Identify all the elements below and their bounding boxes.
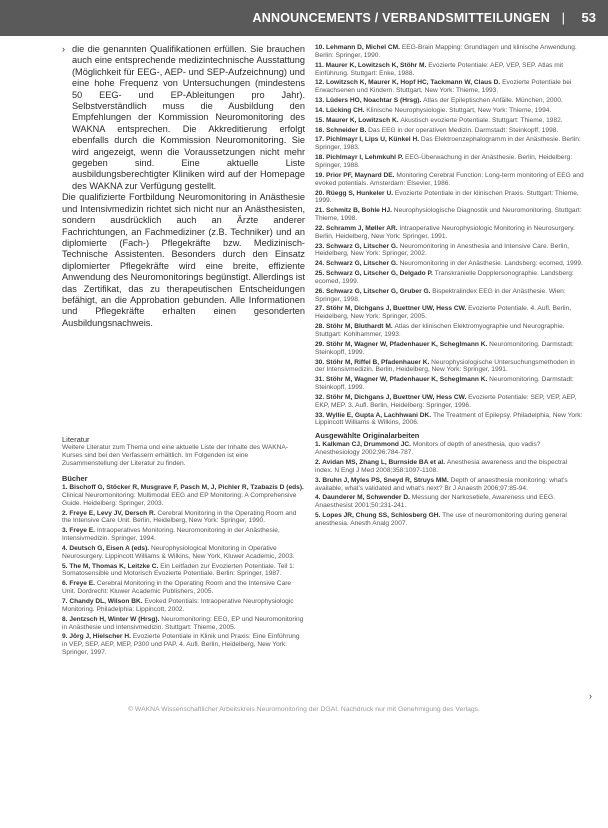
reference-authors: Schwarz G, Litscher G, Gruber G. <box>326 287 433 295</box>
reference-item <box>315 412 585 428</box>
articles-heading: Ausgewählte Originalarbeiten <box>315 431 420 441</box>
reference-authors: Stöhr M, Riffel B, Pfadenhauer K. <box>326 358 432 366</box>
reference-authors: Prior PF, Maynard DE. <box>326 171 397 179</box>
reference-text: Klinische Neurophysiologie. Stuttgart, New York: Thieme, 1994. <box>366 106 552 114</box>
reference-text: Cerebral Monitoring in the Operating Room and the Intensive Care Unit. Dordrecht: Kluwer Academic Publishers, 2005. <box>62 580 292 596</box>
reference-item <box>315 494 585 510</box>
reference-text: Neuromonitoring. Darmstadt: Steinkopff, 1999. <box>315 376 574 392</box>
reference-authors: Stöhr M, Wagner W, Pfadenhauer K, Scheglmann K. <box>326 376 490 384</box>
reference-number: 18. <box>315 154 326 162</box>
reference-item <box>315 270 585 286</box>
reference-authors: Pichlmayr I, Lehmkuhl P. <box>326 154 406 162</box>
reference-number: 4. <box>62 544 70 552</box>
reference-item <box>315 44 585 60</box>
reference-number: 9. <box>62 633 70 641</box>
reference-item <box>62 545 305 561</box>
reference-number: 22. <box>315 224 326 232</box>
books-list-continued <box>315 44 585 427</box>
reference-item <box>315 260 585 268</box>
reference-number: 27. <box>315 305 326 313</box>
reference-number: 2. <box>62 509 70 517</box>
reference-authors: Freye E, Levy JV, Dersch R. <box>69 509 158 517</box>
reference-item <box>315 243 585 259</box>
reference-text: Transkranielle Dopplersonographie. Landsberg: ecomed, 1999. <box>315 270 574 285</box>
reference-item <box>315 305 585 321</box>
reference-item <box>315 441 585 457</box>
articles-list <box>315 441 585 527</box>
reference-number: 8. <box>62 615 70 623</box>
literature-section <box>62 435 305 659</box>
reference-authors: Chandy DL, Wilson BK. <box>69 597 145 605</box>
reference-item <box>315 190 585 206</box>
reference-item <box>315 512 585 528</box>
literature-intro: Weitere Literatur zum Thema und eine aktuelle Liste der Inhalte des WAKNA-Kurses sind bei den Verfassern erhältlich. Im Folgenden ist eine Zusammenstellung der Literatur zu finden. <box>62 444 289 467</box>
reference-authors: Schwarz G, Litscher G. <box>326 242 400 250</box>
reference-authors: Lehmann D, Michel CM. <box>326 44 402 51</box>
reference-text: Das EEG in der operativen Medizin. Darmstadt: Steinkopff, 1998. <box>368 126 559 134</box>
reference-item <box>315 323 585 339</box>
reference-text: The use of neuromonitoring during general anesthesia. Anesth Analg 2007. <box>315 512 567 527</box>
reference-item <box>62 510 305 526</box>
reference-number: 13. <box>315 97 326 105</box>
reference-authors: Daunderer M, Schwender D. <box>322 494 412 502</box>
reference-text: Intraoperative Neurophysiologic Monitoring in Neurosurgery. Berlin, Heidelberg, New York: Springer, 1991. <box>315 224 575 240</box>
reference-authors: Stöhr M, Dichgans J, Buettner UW, Hess CW. <box>326 393 469 401</box>
reference-text: Neuromonitoring. Darmstadt: Steinkopff, 1999. <box>315 340 574 356</box>
reference-number: 2. <box>315 458 323 466</box>
literature-heading: Literatur <box>62 435 90 444</box>
reference-item <box>315 459 585 475</box>
reference-text: Neuromonitoring in Anesthesia and Intensive Care. Berlin, Heidelberg, New York: Springer, 2002. <box>315 242 569 258</box>
reference-item <box>62 598 305 614</box>
reference-authors: Freye E. <box>69 527 97 535</box>
left-column <box>62 44 305 329</box>
reference-text: Messung der Narkosetiefe, Awareness und EEG. Anaesthesist 2001;50:231-241. <box>315 494 555 510</box>
reference-authors: Jentzsch H, Winter W (Hrsg). <box>69 615 162 623</box>
reference-number: 16. <box>315 126 326 134</box>
reference-text: Evoked Potentials: Intraoperative Neurophysiologic Monitoring. Philadelphia: Lippincott, 2002. <box>62 597 294 613</box>
body-paragraph-1-text: die die genannten Qualifikationen erfüllen. Sie brauchen auch eine entsprechende medizintechnische Ausstattung (Möglichkeit für EEG-, AEP- und SEP-Aufzeichnung) und eine hohe Frequenz von Untersuchungen (mindestens 50 EEG- und EP-Ableitungen pro Jahr). Selbstverständlich muss die Ausbildung den Empfehlungen der Kommission Neuromonitoring des WAKNA entsprechen. Die Akkreditierung erfolgt ebenfalls durch die Kommission Neuromonitoring. Sie wird angezeigt, wenn die Voraussetzungen nicht mehr gegeben sind. Eine aktuelle Liste ausbildungsberechtigter Kliniken wird auf der Homepage des WAKNA zur Verfügung gestellt. <box>72 44 305 191</box>
reference-number: 7. <box>62 597 70 605</box>
reference-item <box>315 97 585 105</box>
reference-authors: Lücking CH. <box>326 106 367 114</box>
reference-authors: The M, Thomas K, Leitzke C. <box>69 562 161 570</box>
reference-text: Atlas der Epileptischen Anfälle. München, 2000. <box>423 97 563 105</box>
reference-item <box>315 394 585 410</box>
reference-text: Evozierte Potentiale. 4. Aufl. Berlin, Heidelberg, New York: Springer, 2005. <box>315 305 572 321</box>
reference-text: EEG-Überwachung in der Anästhesie. Berlin, Heidelberg: Springer, 1988. <box>315 154 573 169</box>
continuation-arrow-icon: › <box>62 44 65 54</box>
reference-item <box>62 563 305 579</box>
reference-authors: Schwarz G, Litscher G. <box>326 260 400 268</box>
reference-number: 19. <box>315 171 326 179</box>
section-title: ANNOUNCEMENTS / VERBANDSMITTEILUNGEN <box>252 11 550 25</box>
reference-number: 17. <box>315 136 326 144</box>
reference-item <box>315 341 585 357</box>
reference-item <box>315 79 585 95</box>
reference-authors: Maurer K, Lowitzsch K, Stöhr M. <box>325 61 429 69</box>
reference-authors: Lüders HO, Noachtar S (Hrsg). <box>326 97 424 105</box>
right-column <box>315 44 585 530</box>
reference-text: Monitors of depth of anesthesia, quo vadis? Anesthesiology 2002;96:784-787. <box>315 441 541 457</box>
reference-number: 12. <box>315 79 326 87</box>
reference-item <box>62 580 305 596</box>
reference-text: Ein Leitfaden zur Evozierten Potentiale. Teil 1: Somatosensible und Motorisch Evozierte Potentiale. Berlin: Springer, 1987. <box>62 562 295 578</box>
reference-text: Atlas der klinischen Elektromyographie und Neurographie. Stuttgart: Kohlhammer, 1993. <box>315 323 565 338</box>
reference-text: Evozierte Potentiale in der klinischen Praxis. Stuttgart: Thieme, 1999. <box>315 189 579 205</box>
reference-authors: Pichlmayr I, Lips U, Künkel H. <box>326 136 421 144</box>
reference-item <box>62 484 305 508</box>
reference-authors: Freye E. <box>69 580 97 588</box>
reference-authors: Schneider B. <box>326 126 369 134</box>
reference-text: Evozierte Potentiale: AEP, VEP, SEP. Atlas mit Einführung. Stuttgart: Enke, 1988. <box>315 61 564 77</box>
reference-text: Evozierte Potentiale in Klinik und Praxis: Eine Einführung in VEP, SEP, AEP, MEP, P300 und PAP. 4. Aufl. Berlin, Heidelberg, New York: Springer, 1997. <box>62 633 300 657</box>
reference-number: 26. <box>315 287 326 295</box>
reference-item <box>315 172 585 188</box>
reference-item <box>315 62 585 78</box>
page-number: 53 <box>581 10 596 25</box>
reference-text: EEG-Brain Mapping: Grundlagen und klinische Anwendung. Berlin: Springer, 1990. <box>315 44 577 59</box>
reference-authors: Lopes JR, Chung SS, Schlosberg GH. <box>322 512 443 520</box>
reference-text: Anesthesia awareness and the bispectral index. N Engl J Med 2008;358:1097-1108. <box>315 458 568 474</box>
reference-item <box>315 477 585 493</box>
reference-text: Neurophysiologische Untersuchungsmethoden in der Intensivmedizin. Berlin, Heidelberg, New York: Springer, 1991. <box>315 358 575 374</box>
reference-text: Clinical Neuromonitoring: Multimodal EEG and EP Monitoring: A Comprehensive Guide. Heidelberg: Springer, 2003. <box>62 491 297 507</box>
reference-authors: Maurer K, Lowitzsch K. <box>326 116 401 124</box>
reference-text: Akustisch evozierte Potentiale. Stuttgart: Thieme, 1982. <box>400 116 563 124</box>
reference-number: 4. <box>315 494 323 502</box>
reference-item <box>62 527 305 543</box>
reference-number: 33. <box>315 411 326 419</box>
reference-number: 31. <box>315 376 326 384</box>
reference-text: Intraoperatives Monitoring. Neuromonitoring in der Anästhesie, Intensivmedizin. Springer, 1994. <box>62 527 280 543</box>
reference-item <box>315 107 585 115</box>
reference-authors: Bruhn J, Myles PS, Sneyd R, Struys MM. <box>322 476 451 484</box>
reference-text: Evozierte Potentiale: SEP, VEP, AEP, EKP, MEP. 3. Aufl. Berlin, Heidelberg: Springer, 1996. <box>315 393 577 409</box>
reference-number: 10. <box>315 44 326 51</box>
reference-item <box>62 616 305 632</box>
reference-number: 1. <box>315 441 323 449</box>
reference-item <box>315 359 585 375</box>
reference-number: 24. <box>315 260 326 268</box>
reference-number: 21. <box>315 207 326 215</box>
page-footer: © WAKNA Wissenschaftlicher Arbeitskreis Neuromonitoring der DGAI. Nachdruck nur mit Genehmigung des Verlags. <box>128 706 480 713</box>
reference-text: The Treatment of Epilepsy. Philadelphia, New York: Lippincott Williams & Wilkins, 2006. <box>315 411 583 427</box>
reference-text: Neuromonitoring in der Anästhesie. Landsberg: ecomed, 1999. <box>399 260 583 268</box>
reference-number: 5. <box>315 512 323 520</box>
reference-item <box>315 136 585 152</box>
reference-number: 3. <box>315 476 323 484</box>
reference-text: Depth of anaesthesia monitoring: what's available, what's validated and what's next? Br J Anaesth 2006;97:85-94. <box>315 476 568 492</box>
reference-number: 25. <box>315 270 326 278</box>
reference-number: 32. <box>315 393 326 401</box>
reference-item <box>315 154 585 170</box>
reference-item <box>315 207 585 223</box>
reference-authors: Schmitz B, Bohle HJ. <box>326 207 394 215</box>
reference-item <box>315 127 585 135</box>
reference-text: Evozierte Potentiale bei Erwachsenen und Kindern. Stuttgart, New York: Thieme, 1993. <box>315 79 572 95</box>
reference-text: Neurophysiologische Diagnostik und Neuromonitoring. Stuttgart: Thieme, 1998. <box>315 207 582 223</box>
body-paragraph-2: Die qualifizierte Fortbildung Neuromonitoring in Anästhesie und Intensivmedizin richtet sich nicht nur an Anästhesisten, sondern ausdrücklich auch an Ärzte anderer Fachrichtungen, an Fachmediziner (z.B. Techniker) und an diplomierte (Fach-) Pflegekräfte bzw. Medizinisch-Technische Assistenten. Besonders durch den Einsatz diplomierter Pflegekräfte wird eine breite, effiziente Anwendung des Neuromonitorings begünstigt. Allerdings ist das Zertifikat, das zu therapeutischen Entscheidungen befähigt, an die Approbation gebunden. Alle Informationen und Pflegekräfte erhalten einen gesonderten Ausbildungsnachweis. <box>62 192 305 328</box>
reference-number: 20. <box>315 189 326 197</box>
reference-number: 6. <box>62 580 70 588</box>
reference-authors: Lowitzsch K, Maurer K, Hopf HC, Tackmann W, Claus D. <box>326 79 503 87</box>
body-paragraph-1 <box>62 44 305 192</box>
reference-authors: Stöhr M, Dichgans J, Buettner UW, Hess CW. <box>326 305 469 313</box>
reference-item <box>315 225 585 241</box>
reference-number: 11. <box>315 61 326 69</box>
reference-authors: Kalkman CJ, Drummond JC. <box>322 441 413 449</box>
books-list <box>62 484 305 657</box>
books-heading: Bücher <box>62 474 88 483</box>
reference-authors: Jörg J, Hielscher H. <box>69 633 133 641</box>
reference-authors: Schwarz G, Litscher G, Delgado P. <box>326 270 435 278</box>
reference-number: 5. <box>62 562 70 570</box>
reference-text: Bispektralindex EEG in der Anästhesie. Wien: Springer, 1998. <box>315 287 566 303</box>
next-page-arrow-icon: › <box>589 691 592 701</box>
header-separator: | <box>561 10 565 25</box>
reference-authors: Avidan MS, Zhang L, Burnside BA et al. <box>322 458 447 466</box>
reference-authors: Schramm J, Møller AR. <box>326 224 400 232</box>
reference-text: Das Elektroenzephalogramm in der Anästhesie. Berlin: Springer, 1983. <box>315 136 581 152</box>
reference-authors: Rüegg S, Hunkeler U. <box>326 189 395 197</box>
reference-text: Monitoring Cerebral Function: Long-term monitoring of EEG and evoked potentials. Amsterdam: Elsevier, 1986. <box>315 171 584 187</box>
reference-item <box>315 376 585 392</box>
reference-item <box>315 117 585 125</box>
reference-number: 30. <box>315 358 326 366</box>
reference-text: Neuromonitoring: EEG, EP und Neuromonitoring in Anästhesie und Intensivmedizin. Stuttgart: Thieme, 2005. <box>62 615 304 631</box>
reference-item <box>62 633 305 657</box>
reference-number: 28. <box>315 323 326 331</box>
reference-authors: Stöhr M, Bluthardt M. <box>326 323 395 331</box>
reference-authors: Wyllie E, Gupta A, Lachhwani DK. <box>326 411 433 419</box>
reference-item <box>315 288 585 304</box>
reference-number: 1. <box>62 484 70 491</box>
reference-number: 14. <box>315 106 326 114</box>
reference-authors: Bischoff G, Stöcker R, Musgrave F, Pasch M, J, Pichler R, Tzabazis D (eds). <box>69 484 304 491</box>
reference-text: Neurophysiological Monitoring in Operative Neurosurgery. Lippincott Williams & Wilkins, New York, Kluwer Academic, 2003. <box>62 544 295 560</box>
page-header <box>0 0 608 36</box>
reference-number: 29. <box>315 340 326 348</box>
reference-number: 15. <box>315 116 326 124</box>
reference-authors: Deutsch G, Eisen A (eds). <box>69 544 151 552</box>
reference-number: 3. <box>62 527 70 535</box>
reference-text: Cerebral Monitoring in the Operating Room and the Intensive Care Unit. Berlin, Heidelberg, New York: Springer, 1990. <box>62 509 297 525</box>
reference-authors: Stöhr M, Wagner W, Pfadenhauer K, Scheglmann K. <box>326 340 490 348</box>
reference-number: 23. <box>315 242 326 250</box>
